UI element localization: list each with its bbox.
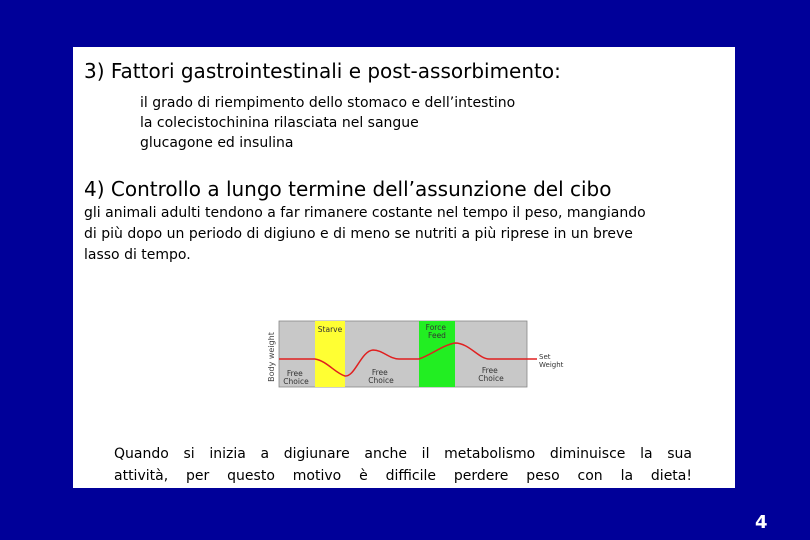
conclusion-paragraph [114,443,692,487]
paragraph-line: lasso di tempo. [84,247,191,263]
heading-gastrointestinal-factors: 3) Fattori gastrointestinali e post-assorbimento: [84,59,561,83]
segment-label-starve: Starve [317,325,343,334]
segment-label-free-choice: Free Choice [368,368,394,385]
segment-label-force-feed: Force Feed [425,323,446,340]
paragraph-line: di più dopo un periodo di digiuno e di meno se nutriti a più riprese in un breve [84,226,633,242]
long-term-paragraph [84,203,724,266]
factor-item: la colecistochinina rilasciata nel sangue [140,115,419,131]
y-axis-label: Body weight [267,332,276,382]
paragraph-line: gli animali adulti tendono a far rimanere costante nel tempo il peso, mangiando [84,205,646,221]
segment-label-free-choice: Free Choice [478,366,504,383]
conclusion-line: attività, per questo motivo è difficile perdere peso con la dieta! [114,468,692,484]
factor-item: il grado di riempimento dello stomaco e dell’intestino [140,95,516,111]
factor-list [140,93,515,153]
heading-long-term-control: 4) Controllo a lungo termine dell’assunzione del cibo [84,177,612,201]
body-weight-figure [259,315,569,399]
set-weight-label: Set Weight [539,353,564,369]
segment-label-free-choice: Free Choice [283,369,309,386]
conclusion-line: Quando si inizia a digiunare anche il metabolismo diminuisce la sua [114,446,692,462]
page-number: 4 [755,512,768,533]
factor-item: glucagone ed insulina [140,135,294,151]
body-weight-diagram [259,315,569,399]
slide-content [73,47,735,488]
